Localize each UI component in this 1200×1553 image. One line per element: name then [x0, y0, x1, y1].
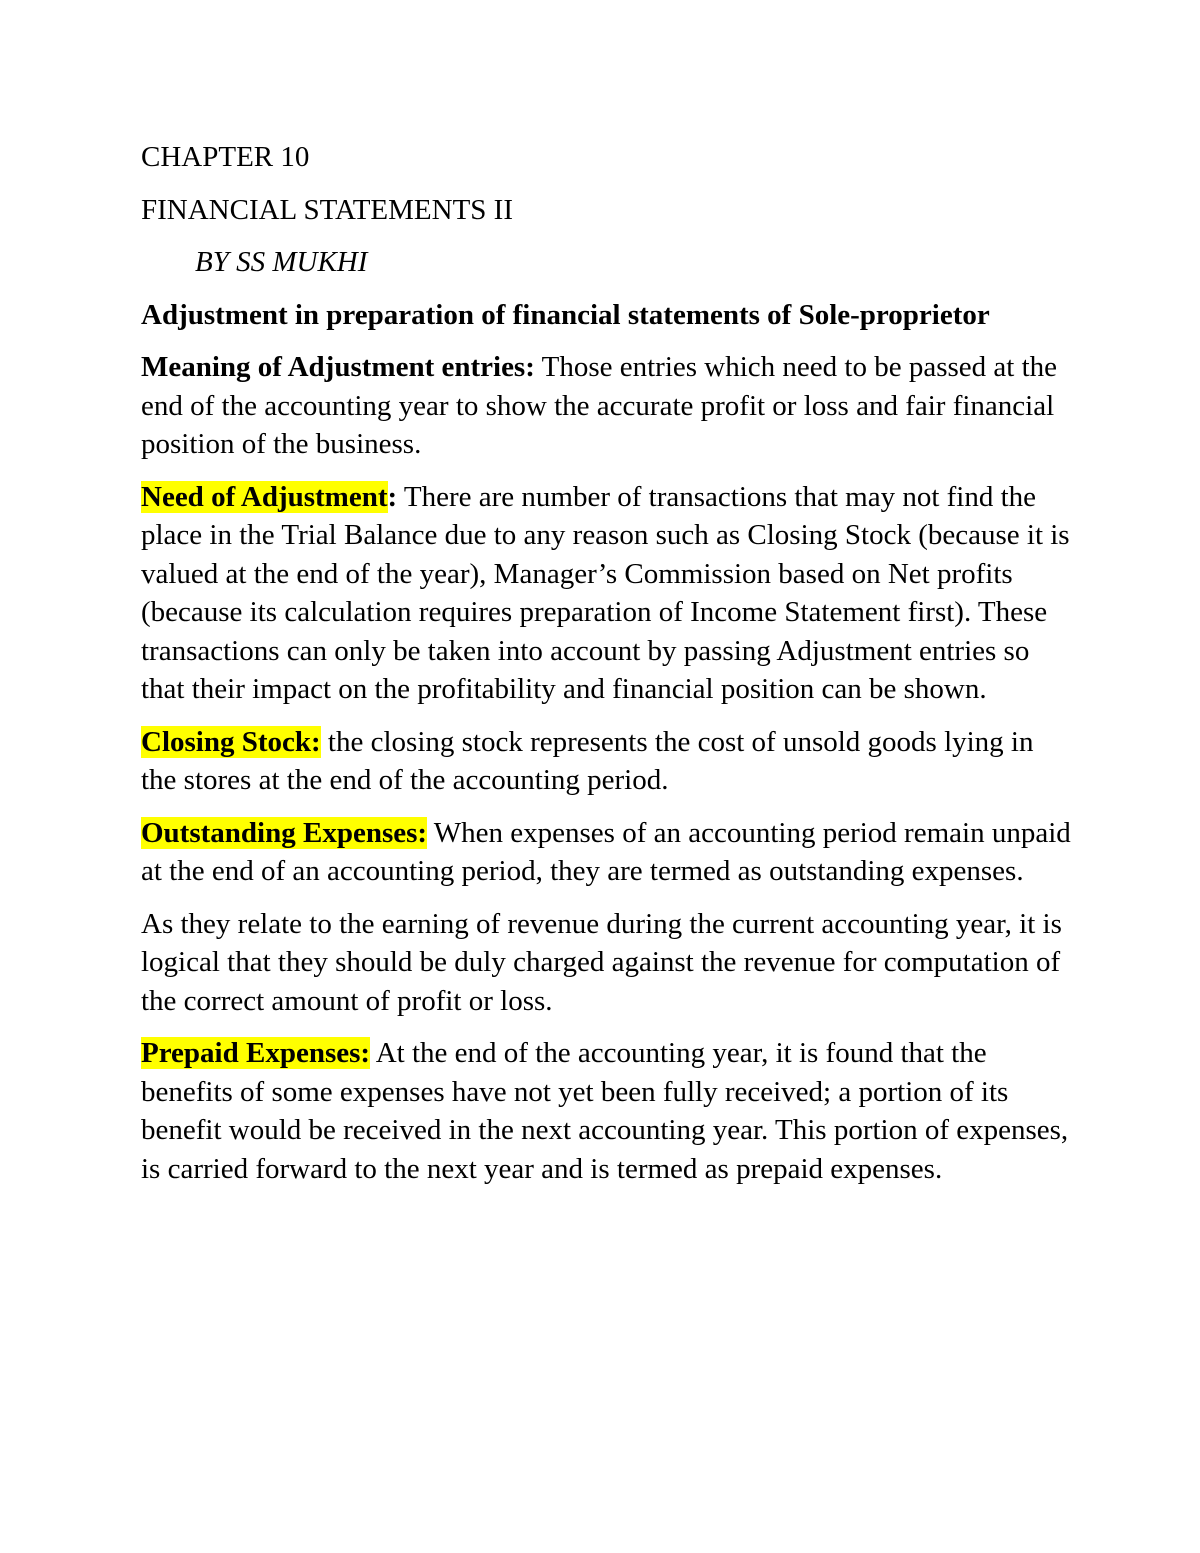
term-outstanding: Outstanding Expenses: — [141, 816, 428, 849]
paragraph-prepaid — [141, 1034, 1071, 1188]
paragraph-outstanding-note: As they relate to the earning of revenue during the current accounting year, it is logical that they should be duly charged against the revenue for computation of the correct amount of profit or loss. — [141, 907, 1062, 1017]
text-need: There are number of transactions that may not find the place in the Trial Balance due to any reason such as Closing Stock (because it is valued at the end of the year), Manager’s Commission based on Net profits (because its calculation requires preparation of Income Statement first). These transactions can only be taken into account by passing Adjustment entries so that their impact on the profitability and financial position can be shown. — [141, 480, 1070, 705]
text-closing-stock: the closing stock represents the cost of unsold goods lying in the stores at the end of the accounting period. — [141, 725, 1034, 796]
text-meaning: Those entries which need to be passed at the end of the accounting year to show the accurate profit or loss and fair financial position of the business. — [141, 351, 1058, 460]
paragraph-need — [141, 478, 1071, 709]
text-prepaid: At the end of the accounting year, it is found that the benefits of some expenses have not yet been fully received; a portion of its benefit would be received in the next accounting year. This portion of expenses, is carried forward to the next year and is termed as prepaid expenses. — [141, 1037, 1069, 1185]
chapter-title: FINANCIAL STATEMENTS II — [141, 193, 513, 226]
term-meaning: Meaning of Adjustment entries: — [141, 351, 535, 383]
term-closing-stock: Closing Stock: — [141, 725, 321, 758]
paragraph-closing-stock — [141, 723, 1071, 800]
section-heading: Adjustment in preparation of financial statements of Sole-proprietor — [141, 298, 990, 331]
term-need: Need of Adjustment — [141, 480, 388, 513]
text-outstanding: When expenses of an accounting period remain unpaid at the end of an accounting period, they are termed as outstanding expenses. — [141, 816, 1071, 887]
paragraph-outstanding — [141, 814, 1071, 891]
term-need-colon: : — [387, 480, 398, 513]
author-line: BY SS MUKHI — [195, 246, 368, 278]
term-prepaid: Prepaid Expenses: — [141, 1037, 371, 1069]
chapter-number: CHAPTER 10 — [141, 141, 310, 173]
paragraph-meaning — [141, 348, 1071, 464]
document-page — [141, 138, 1071, 1202]
